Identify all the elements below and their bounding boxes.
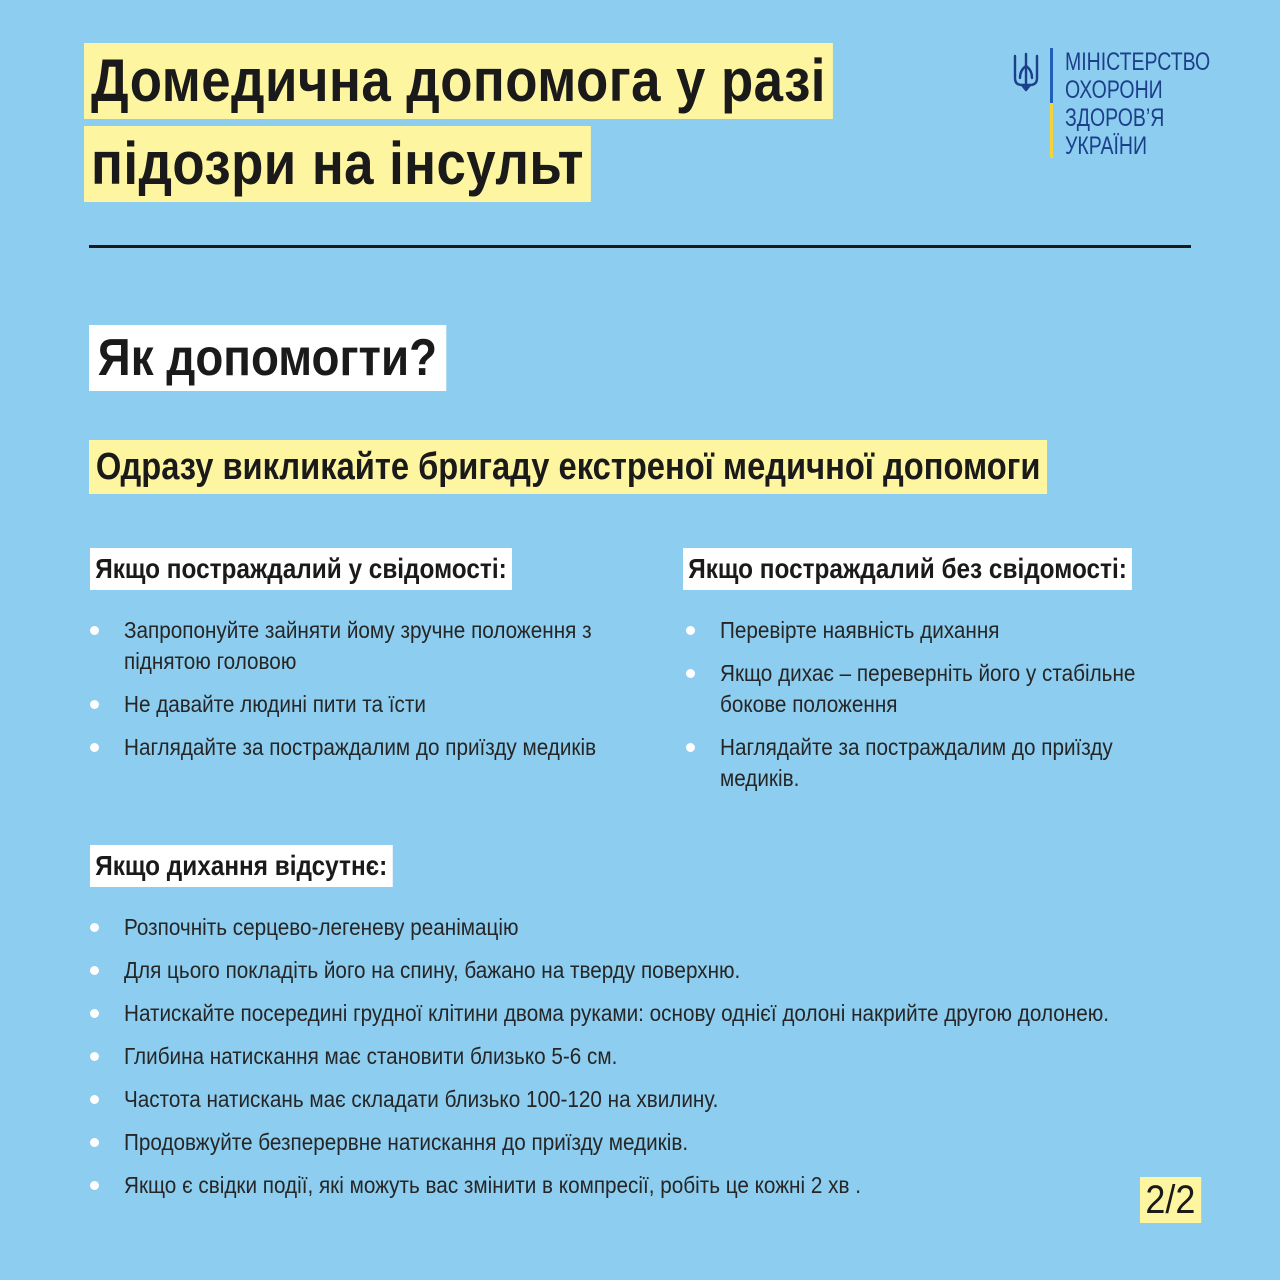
conscious-list (90, 615, 650, 775)
how-to-help-heading: Як допомогти? (89, 325, 446, 391)
ministry-line-3: ЗДОРОВ’Я (1065, 104, 1165, 132)
list-item: Наглядайте за постраждалим до приїзду медиків. (686, 732, 1246, 794)
list-item: Якщо дихає – переверніть його у стабільне бокове положення (686, 658, 1246, 720)
list-item: Натискайте посередині грудної клітини двома руками: основу однієї долоні накрийте другою долонею. (90, 998, 1240, 1029)
page-title-line-1: Домедична допомога у разі (84, 43, 833, 119)
ministry-line-1: МІНІСТЕРСТВО (1065, 48, 1211, 76)
list-item: Перевірте наявність дихання (686, 615, 1246, 646)
list-item: Якщо є свідки події, які можуть вас змінити в компресії, робіть це кожні 2 хв . (90, 1170, 1240, 1201)
list-item: Для цього покладіть його на спину, бажано на тверду поверхню. (90, 955, 1240, 986)
list-item: Запропонуйте зайняти йому зручне положення з піднятою головою (90, 615, 650, 677)
list-item: Не давайте людині пити та їсти (90, 689, 650, 720)
ministry-line-2: ОХОРОНИ (1065, 76, 1163, 104)
list-item: Продовжуйте безперервне натискання до приїзду медиків. (90, 1127, 1240, 1158)
no-breathing-list (90, 912, 1240, 1213)
page-number: 2/2 (1140, 1177, 1201, 1223)
unconscious-list (686, 615, 1246, 806)
list-item: Розпочніть серцево-легеневу реанімацію (90, 912, 1240, 943)
ministry-logo (1012, 48, 1251, 160)
ministry-name (1065, 48, 1210, 160)
ministry-line-4: УКРАЇНИ (1065, 132, 1147, 160)
divider (89, 245, 1191, 248)
section-conscious-title: Якщо постраждалий у свідомості: (90, 548, 512, 590)
list-item: Глибина натискання має становити близько 5-6 см. (90, 1041, 1240, 1072)
list-item: Частота натискань має складати близько 100-120 на хвилину. (90, 1084, 1240, 1115)
ministry-flag-bar (1050, 48, 1053, 158)
page-title-line-2: підозри на інсульт (84, 126, 591, 202)
emergency-callout: Одразу викликайте бригаду екстреної медичної допомоги (89, 440, 1047, 494)
trident-icon (1012, 52, 1040, 92)
section-no-breathing-title: Якщо дихання відсутнє: (90, 845, 392, 887)
section-unconscious-title: Якщо постраждалий без свідомості: (683, 548, 1132, 590)
list-item: Наглядайте за постраждалим до приїзду медиків (90, 732, 650, 763)
